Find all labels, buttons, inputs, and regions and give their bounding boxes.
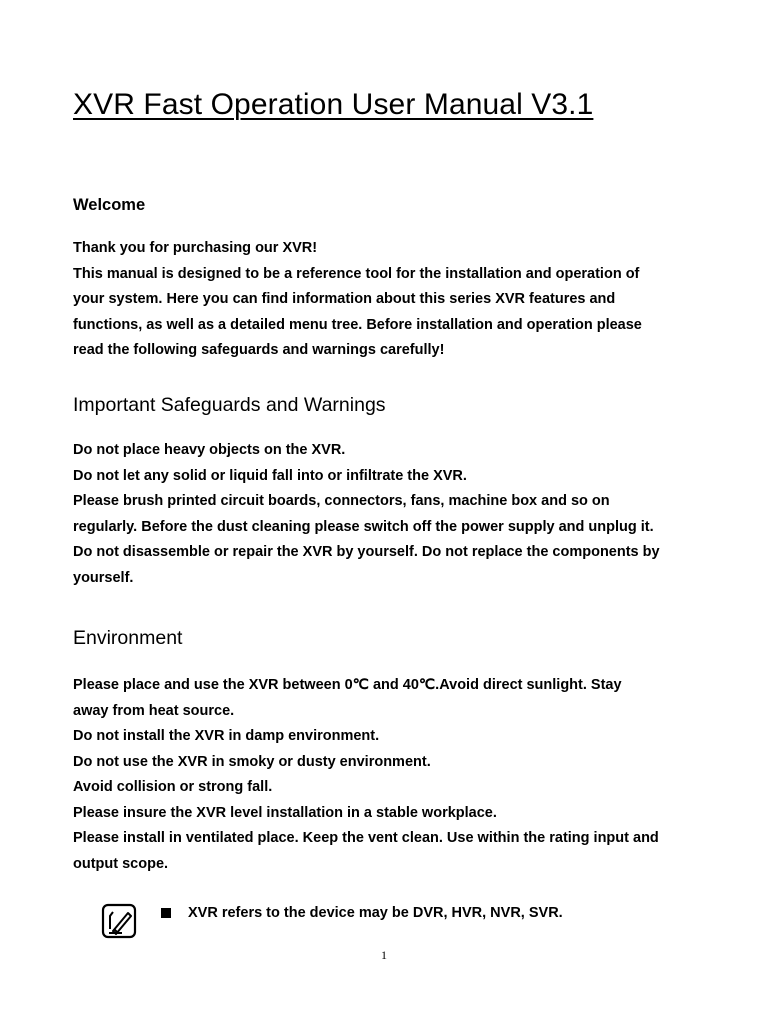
welcome-paragraph	[73, 236, 713, 364]
environment-line: Please install in ventilated place. Keep the vent clean. Use within the rating input and	[73, 830, 659, 846]
environment-line: Please place and use the XVR between 0℃ and 40℃.Avoid direct sunlight. Stay	[73, 677, 622, 693]
document-title: XVR Fast Operation User Manual V3.1	[73, 88, 594, 121]
environment-line: output scope.	[73, 855, 169, 872]
note-box	[100, 900, 700, 940]
environment-line: Do not use the XVR in smoky or dusty environment.	[73, 753, 431, 770]
safeguards-paragraph	[73, 438, 713, 591]
safeguards-line: yourself.	[73, 569, 134, 586]
welcome-line: Thank you for purchasing our XVR!	[73, 240, 318, 256]
safeguards-line: Do not disassemble or repair the XVR by yourself. Do not replace the components by	[73, 544, 660, 560]
page-number: 1	[381, 948, 387, 962]
environment-heading: Environment	[73, 627, 183, 649]
environment-line: Do not install the XVR in damp environment.	[73, 728, 380, 744]
welcome-line: read the following safeguards and warnings carefully!	[73, 342, 445, 358]
welcome-line: functions, as well as a detailed menu tree. Before installation and operation please	[73, 316, 642, 333]
safeguards-line: Do not let any solid or liquid fall into or infiltrate the XVR.	[73, 467, 467, 484]
environment-line: away from heat source.	[73, 702, 235, 719]
welcome-line: This manual is designed to be a reference tool for the installation and operation of	[73, 265, 640, 282]
welcome-heading: Welcome	[73, 196, 146, 214]
environment-line: Please insure the XVR level installation in a stable workplace.	[73, 804, 497, 821]
environment-paragraph	[73, 673, 713, 877]
safeguards-line: Do not place heavy objects on the XVR.	[73, 442, 346, 458]
environment-line: Avoid collision or strong fall.	[73, 779, 273, 795]
safeguards-heading: Important Safeguards and Warnings	[73, 394, 386, 416]
note-text: XVR refers to the device may be DVR, HVR, NVR, SVR.	[188, 905, 563, 921]
safeguards-line: regularly. Before the dust cleaning please switch off the power supply and unplug it.	[73, 518, 654, 535]
note-pencil-icon	[100, 902, 138, 940]
safeguards-line: Please brush printed circuit boards, connectors, fans, machine box and so on	[73, 493, 610, 509]
welcome-line: your system. Here you can find information about this series XVR features and	[73, 291, 616, 307]
bullet-square-icon	[161, 908, 171, 918]
